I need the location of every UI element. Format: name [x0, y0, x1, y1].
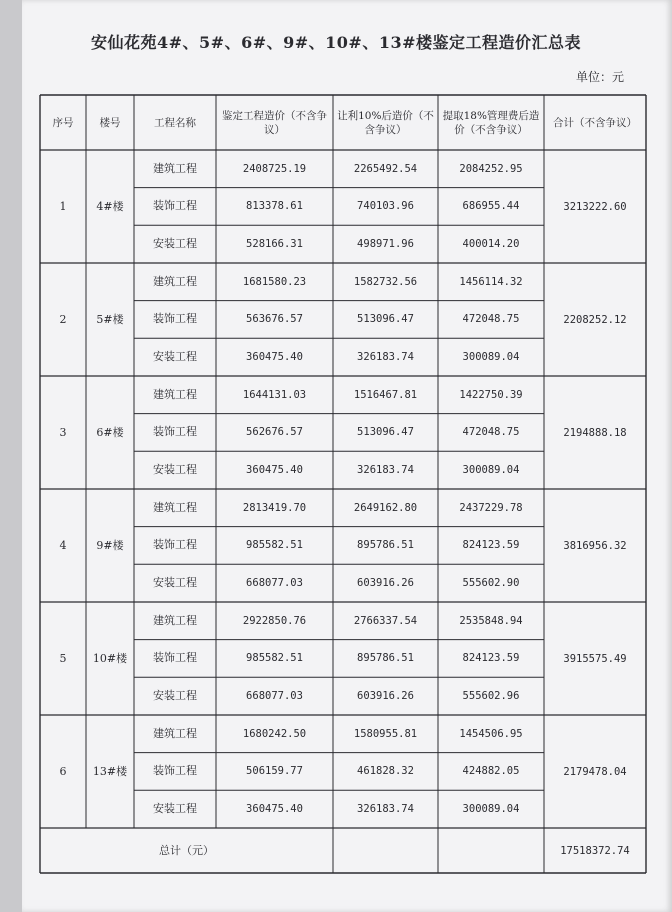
row-number-cell: 6 — [59, 764, 67, 778]
appraised-cost-cell: 985582.51 — [246, 539, 303, 552]
header-cell: 让利10%后造价（不含争议） — [337, 109, 434, 136]
row-number-cell: 4 — [59, 538, 67, 552]
appraised-cost-cell: 2813419.70 — [242, 501, 307, 514]
appraised-cost-cell: 360475.40 — [246, 463, 303, 476]
net-cost-cell: 300089.04 — [462, 802, 520, 815]
appraised-cost-cell: 506159.77 — [246, 765, 303, 778]
building-cell: 10#楼 — [92, 651, 128, 665]
header-cell: 楼号 — [99, 116, 121, 129]
work-name-cell: 安装工程 — [153, 688, 197, 702]
work-name-cell: 建筑工程 — [153, 726, 197, 740]
work-name-cell: 安装工程 — [153, 349, 197, 363]
discounted-cost-cell: 740103.96 — [357, 200, 414, 213]
grand-total-label: 总计（元） — [159, 843, 214, 857]
net-cost-cell: 300089.04 — [462, 463, 520, 476]
building-cell: 6#楼 — [96, 425, 124, 439]
net-cost-cell: 686955.44 — [462, 200, 520, 213]
net-cost-cell: 1422750.39 — [459, 388, 523, 401]
appraised-cost-cell: 668077.03 — [246, 689, 303, 702]
discounted-cost-cell: 2649162.80 — [353, 501, 418, 514]
net-cost-cell: 2437229.78 — [459, 501, 523, 514]
work-name-cell: 建筑工程 — [153, 161, 197, 175]
discounted-cost-cell: 2766337.54 — [353, 614, 418, 627]
appraised-cost-cell: 813378.61 — [246, 200, 303, 213]
appraised-cost-cell: 528166.31 — [246, 237, 303, 250]
appraised-cost-cell: 1644131.03 — [242, 388, 307, 401]
building-cell: 4#楼 — [96, 199, 124, 213]
work-name-cell: 建筑工程 — [153, 274, 197, 288]
net-cost-cell: 1456114.32 — [459, 275, 523, 288]
appraised-cost-cell: 563676.57 — [246, 313, 303, 326]
header-cell: 合计（不含争议） — [553, 116, 637, 129]
discounted-cost-cell: 603916.26 — [357, 576, 414, 589]
discounted-cost-cell: 461828.32 — [357, 765, 414, 778]
work-name-cell: 装饰工程 — [153, 199, 197, 213]
appraised-cost-cell: 2922850.76 — [242, 614, 307, 627]
group-total-cell: 3213222.60 — [563, 200, 627, 213]
work-name-cell: 装饰工程 — [153, 651, 197, 665]
discounted-cost-cell: 1582732.56 — [353, 275, 418, 288]
discounted-cost-cell: 513096.47 — [357, 426, 414, 439]
building-cell: 9#楼 — [96, 538, 124, 552]
work-name-cell: 安装工程 — [153, 462, 197, 476]
discounted-cost-cell: 326183.74 — [357, 350, 414, 363]
net-cost-cell: 472048.75 — [462, 426, 520, 439]
work-name-cell: 安装工程 — [153, 575, 197, 589]
group-total-cell: 2208252.12 — [563, 313, 627, 326]
grand-total-value: 17518372.74 — [560, 844, 630, 857]
discounted-cost-cell: 1516467.81 — [353, 388, 418, 401]
net-cost-cell: 472048.75 — [462, 313, 520, 326]
row-number-cell: 2 — [59, 312, 67, 326]
group-total-cell: 3816956.32 — [563, 539, 627, 552]
appraised-cost-cell: 2408725.19 — [242, 162, 307, 175]
discounted-cost-cell: 513096.47 — [357, 313, 414, 326]
appraised-cost-cell: 360475.40 — [246, 350, 303, 363]
appraised-cost-cell: 360475.40 — [246, 802, 303, 815]
net-cost-cell: 2084252.95 — [459, 162, 523, 175]
net-cost-cell: 400014.20 — [462, 237, 520, 250]
discounted-cost-cell: 895786.51 — [357, 539, 414, 552]
discounted-cost-cell: 326183.74 — [357, 463, 414, 476]
work-name-cell: 建筑工程 — [153, 613, 197, 627]
header-cell: 鉴定工程造价（不含争议） — [222, 109, 327, 136]
appraised-cost-cell: 668077.03 — [246, 576, 303, 589]
work-name-cell: 安装工程 — [153, 801, 197, 815]
discounted-cost-cell: 2265492.54 — [353, 162, 418, 175]
header-cell: 提取18%管理费后造价（不含争议） — [442, 109, 540, 136]
discounted-cost-cell: 498971.96 — [357, 237, 414, 250]
discounted-cost-cell: 603916.26 — [357, 689, 414, 702]
page-title: 安仙花苑4#、5#、6#、9#、10#、13#楼鉴定工程造价汇总表 — [90, 33, 581, 52]
unit-label: 单位：元 — [575, 70, 624, 84]
work-name-cell: 装饰工程 — [153, 764, 197, 778]
net-cost-cell: 2535848.94 — [459, 614, 523, 627]
work-name-cell: 装饰工程 — [153, 312, 197, 326]
appraised-cost-cell: 1681580.23 — [242, 275, 307, 288]
net-cost-cell: 555602.90 — [462, 576, 520, 589]
work-name-cell: 装饰工程 — [153, 538, 197, 552]
work-name-cell: 装饰工程 — [153, 425, 197, 439]
work-name-cell: 安装工程 — [153, 236, 197, 250]
discounted-cost-cell: 326183.74 — [357, 802, 414, 815]
work-name-cell: 建筑工程 — [153, 387, 197, 401]
header-cell: 序号 — [52, 116, 74, 129]
net-cost-cell: 424882.05 — [462, 765, 520, 778]
building-cell: 13#楼 — [92, 764, 128, 778]
group-total-cell: 3915575.49 — [563, 652, 627, 665]
appraised-cost-cell: 1680242.50 — [242, 727, 307, 740]
discounted-cost-cell: 895786.51 — [357, 652, 414, 665]
net-cost-cell: 555602.96 — [462, 689, 520, 702]
group-total-cell: 2179478.04 — [563, 765, 627, 778]
net-cost-cell: 824123.59 — [462, 652, 520, 665]
appraised-cost-cell: 985582.51 — [246, 652, 303, 665]
group-total-cell: 2194888.18 — [563, 426, 627, 439]
net-cost-cell: 1454506.95 — [459, 727, 523, 740]
net-cost-cell: 824123.59 — [462, 539, 520, 552]
building-cell: 5#楼 — [96, 312, 124, 326]
appraised-cost-cell: 562676.57 — [246, 426, 303, 439]
net-cost-cell: 300089.04 — [462, 350, 520, 363]
row-number-cell: 1 — [59, 199, 67, 213]
discounted-cost-cell: 1580955.81 — [353, 727, 418, 740]
header-cell: 工程名称 — [154, 116, 196, 129]
work-name-cell: 建筑工程 — [153, 500, 197, 514]
row-number-cell: 5 — [59, 651, 67, 665]
row-number-cell: 3 — [59, 425, 67, 439]
